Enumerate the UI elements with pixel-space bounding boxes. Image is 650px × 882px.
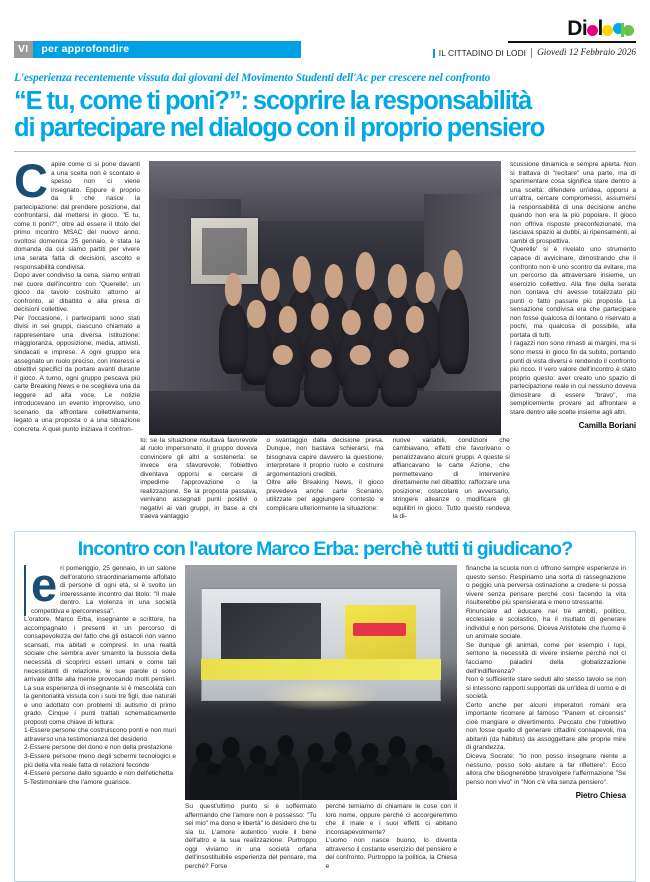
article1-byline: Camilla Boriani <box>578 421 636 431</box>
article-marco-erba <box>14 531 636 882</box>
article1-rule <box>14 151 636 152</box>
article1-col1-para3: Per l'occasione, i partecipanti sono stati divisi in sei gruppi, ciascuno chiamato a rappresentare una diversa istituzione: maggioranza, opposizione, media, attivisti, sindacati e imprese. A ogni gruppo era assegnato un ruolo preciso, con interessi e obiettivi specifici da portare avanti durante il gioco. A turno, ogni gruppo pescava più carte Breaking News e ne sceglieva una da leggere ad alta voce. Le notizie introducevano un evento improvviso, uno scenario da affrontare collettivamente, legato a una proposta o a una situazione concreta. A quel punto iniziava il confron- <box>14 314 140 433</box>
article2-col3-para1: perché temiamo di chiamare le cose con il loro nome, oppure perché ci accorgeremmo che il male e i suoi effetti ci abitano inconsapevolmente? <box>325 803 457 836</box>
article2-column-3 <box>326 803 458 871</box>
article1-col1-cont <box>14 437 131 522</box>
dateline-tick <box>433 49 435 58</box>
article2-column-1 <box>24 557 176 800</box>
article2-column-2 <box>185 803 317 871</box>
article2-col4-para2: Rinunciare ad educare nei tre ambiti, politico, ecclesiale e scolastico, ha il risultato di generare individui e non persone. Diceva Aristotele che l'uomo è un animale sociale. <box>466 607 626 641</box>
article1-col2-para1: to: se la situazione risultava favorevole al ruolo impersonato, il gruppo doveva convincere gli altri a sostenerla: se invece era sfavorevole, l'obiettivo diventava opporsi e cercare di impedirne l'approvazione o la realizzazione. Se la proposta passava, venivano assegnati punti positivi o negativi ai vari gruppi, in base a chi traeva vantaggio <box>140 436 258 521</box>
photo1-people-group <box>149 161 501 435</box>
article2-top-block <box>24 557 626 801</box>
article2-headline: Incontro con l'autore Marco Erba: perchè tutti ti giudicano? <box>77 537 573 560</box>
article1-headline <box>14 88 636 142</box>
article2-col4-para3: Se dunque gli animali, come per esempio i lupi, sentono la necessità di vivere insieme perché noi ci facciamo paladini della globalizzazione dell'indifferenza? <box>466 641 626 675</box>
article1-top-block <box>14 154 636 435</box>
article1-photo <box>149 161 501 435</box>
article1-column-4 <box>393 437 510 522</box>
article2-column-4 <box>466 565 626 800</box>
article2-col1-para1: L'oratore, Marco Erba, insegnante e scrittore, ha accompagnato i presenti in un percorso di consapevolezza del fatto che gli ostacoli non vanno scansati, ma abitati e compresi. In una realtà sociale che sembra aver smarrito la bussola della necessità di scoprirci esseri umani e come tali necessitanti di relazione, le sue parole ci sono arrivate dritte alla mente provocando molti pensieri. La sua esperienza di insegnante si è mescolata con la genitorialità vissuta con i suoi tre figli, due naturali e uno adottato con problemi di autismo di primo grado. Cinque i punti trattati schematicamente proposti come chiave di lettura: <box>24 616 176 726</box>
logo-underline <box>508 41 636 43</box>
article1-bottom-block <box>14 437 636 522</box>
article2-col4-para6: Diceva Socrate: "Io non posso insegnare niente a nessuno, posso solo aiutare a far riflettere". Ecco allora che bisognerebbe stravolgere l'affermazione "Se penso non vivo" in "Non c'è vita senza pensiero". <box>466 753 626 786</box>
article1-col5-para2: 'Querelle' si è rivelato uno strumento capace di avvicinare, dimostrando che il confronto non è uno scontro da evitare, ma un percorso da attraversare insieme, un esercizio collettivo. Alla fine della serata non contava chi avesse totalizzato più punti o fatto passare più proposte. La sensazione condivisa era che partecipare non fosse qualcosa di lontano o riservato a pochi, ma qualcosa di possibile, alla portata di tutti. <box>510 246 636 339</box>
dialogo-logo <box>391 18 636 40</box>
masthead <box>14 14 636 58</box>
logo-letter-l: l <box>597 17 603 40</box>
logo-letter-i: i <box>581 17 588 40</box>
article-msac <box>14 72 636 522</box>
article1-col4-para1: nuove variabili, condizioni che cambiavano, effetti che favorivano o penalizzavano alcuni gruppi. A queste si affiancavano le carte Azione, che permettevano di intervenire direttamente nel dibattito: rafforzare una posizione, ostacolare un avversario, stringere alleanze o modificare gli equilibri in gioco. Tutto questo rendeva la di- <box>392 436 510 521</box>
article1-col3-para1: o svantaggio dalla decisione presa. Dunque, non bastava schierarsi, ma bisognava capire davvero la questione, interpretare il proprio ruolo e costruire argomentazioni credibili. <box>266 436 384 478</box>
article1-col1-para2: Dopo aver condiviso la cena, siamo entrati nel cuore dell'incontro con 'Querelle', un gioco da tavolo costruito attorno al confronto, al dibattito e alla presa di decisioni collettive. <box>14 272 140 314</box>
article2-col1-para5: 4-Essere persone dallo sguardo e non dell'etichetta <box>24 770 174 778</box>
logo-dot-yellow <box>602 25 613 36</box>
article2-lead <box>24 557 176 616</box>
article1-col5-cont <box>519 437 636 522</box>
article1-col3-para2: Oltre alle Breaking News, il gioco prevedeva anche carte Scenario, utilizzate per aggiungere contesto e complicare ulteriormente la situazione: <box>266 479 384 512</box>
article1-column-5 <box>510 161 636 435</box>
folio <box>14 41 301 58</box>
issue-date: Giovedì 12 Febbraio 2026 <box>531 48 636 58</box>
article2-byline: Pietro Chiesa <box>575 791 626 801</box>
article2-col4-para1: finanche la scuola non ci offrono sempre esperienze in questo senso. Respiriamo una sorta di rassegnazione o peggio una perversa ostinazione a credere si possa vivere senza pensare perché così facendo la vita risulterebbe più spensierata e meno stressante. <box>466 564 626 607</box>
logo-letter-d: D <box>567 17 582 40</box>
article2-col1-para6: 5-Testimoniare che l'amore guarisce. <box>24 778 131 786</box>
paper-name: IL CITTADINO DI LODI <box>438 48 527 58</box>
logo-dot-magenta <box>587 25 598 36</box>
article2-photo <box>185 565 457 800</box>
article2-col1-cont <box>24 803 176 871</box>
section-label: per approfondire <box>33 41 301 58</box>
article1-kicker: L'esperienza recentemente vissuta dai giovani del Movimento Studenti dell'Ac per crescere nel confronto <box>14 72 491 84</box>
article2-col4-cont <box>466 803 626 871</box>
article1-column-1 <box>14 154 140 435</box>
article2-lead-para: eri pomeriggio, 25 gennaio, in un salone dell'oratorio straordinariamente affollato di persone di ogni età, si è svolto un interessante incontro dal titolo: "Il male dentro. La violenza in una società competitiva e iperconnessa". <box>31 557 176 615</box>
article1-col5-para3: I ragazzi non sono rimasti ai margini, ma si sono messi in gioco fin da subito, portando punti di vista diversi e rendendo il confronto più ricco. Il vero valore dell'incontro è stato proprio questo: aver creato uno spazio di partecipazione reale in cui nessuno doveva dimostrare di essere "bravo", ma semplicemente provare ad affrontare e stare dentro alle scelte insieme agli altri. <box>510 340 636 416</box>
article2-col1-para2: 1-Essere persone che costruiscono ponti e non muri attraverso una testimonianza del desiderio <box>24 727 176 743</box>
masthead-right <box>391 18 636 58</box>
logo-dot-cyan <box>613 23 624 37</box>
article2-col2-para1: Su quest'ultimo punto si è soffermato affermando che l'amore non è possesso: "Tu sei mio" ma dono e libertà" lo desidero che tu sia tu. L'amore autentico vuole il bene dell'altro e la sua realizzazione. Purtroppo oggi viviamo in una società orfana dell'insostituibile esperienza del pensare, ma perché? Forse <box>185 803 317 871</box>
article1-col5-para1: scussione dinamica e sempre aperta. Non si trattava di "recitare" una parte, ma di sperimentare cosa significa stare dentro a una scelta: difendere un'idea, opporsi a un'altra, cercare compromessi, assumersi la responsabilità di una decisione anche quando non era la più popolare. Il gioco non offriva risposte preconfezionate, ma lasciava spazio ai dubbi, ai ripensamenti, ai cambi di prospettiva. <box>510 161 636 245</box>
article2-col3-para2: L'uomo non nasce buono, lo diventa attraverso il costante esercizio del pensiero e del confronto. Purtroppo la politica, la Chiesa e <box>325 837 457 871</box>
article1-col1-para1: Capire come ci si pone davanti a una scelta non è scontato e spesso non ci viene insegnato. Eppure è proprio da lì che nasce la partecipazione: dal prendere posizione, dal confrontarsi, dal mettersi in gioco. "E tu, come ti poni?", oltre ad essere il titolo del primo incontro MSAC del nuovo anno, svoltosi domenica 25 gennaio, è stata la domanda da cui siamo partiti per vivere una serata fatta di decisioni, ascolto e responsabilità condivisa. <box>14 154 140 271</box>
article1-column-3 <box>266 437 383 522</box>
logo-dot-green <box>623 25 634 36</box>
folio-number: VI <box>14 41 33 58</box>
article2-col1-para4: 3-Essere persone meno degli schermi tecnologici e più della vita reale fatta di relazioni feconde <box>24 753 176 769</box>
dateline <box>391 48 636 58</box>
article2-col1-para3: 2-Essere persone del dono e non della prestazione <box>24 744 173 752</box>
article1-column-2 <box>140 437 257 522</box>
photo2-audience <box>185 697 457 800</box>
article1-headline-line2: di partecipare nel dialogo con il proprio pensiero <box>14 114 545 142</box>
article1-headline-line1: “E tu, come ti poni?”: scoprire la responsabilità <box>14 87 532 115</box>
article2-col4-para5: Certo anche per alcuni imperatori romani era importante ricorrere al famoso "Panem et circensis" cioè mangiare e divertimento. Peccato che l'obiettivo non fosse quello di generare cittadini consapevoli, ma abitanti (da habitus) da assoggettare alle proprie mire di grandezza. <box>466 701 626 752</box>
article2-col4-para4: Non è sufficiente stare seduti allo stesso tavolo se non si intessono rapporti supportati da un'idea di uomo e di società. <box>466 676 626 701</box>
article2-bottom-block <box>24 803 626 871</box>
